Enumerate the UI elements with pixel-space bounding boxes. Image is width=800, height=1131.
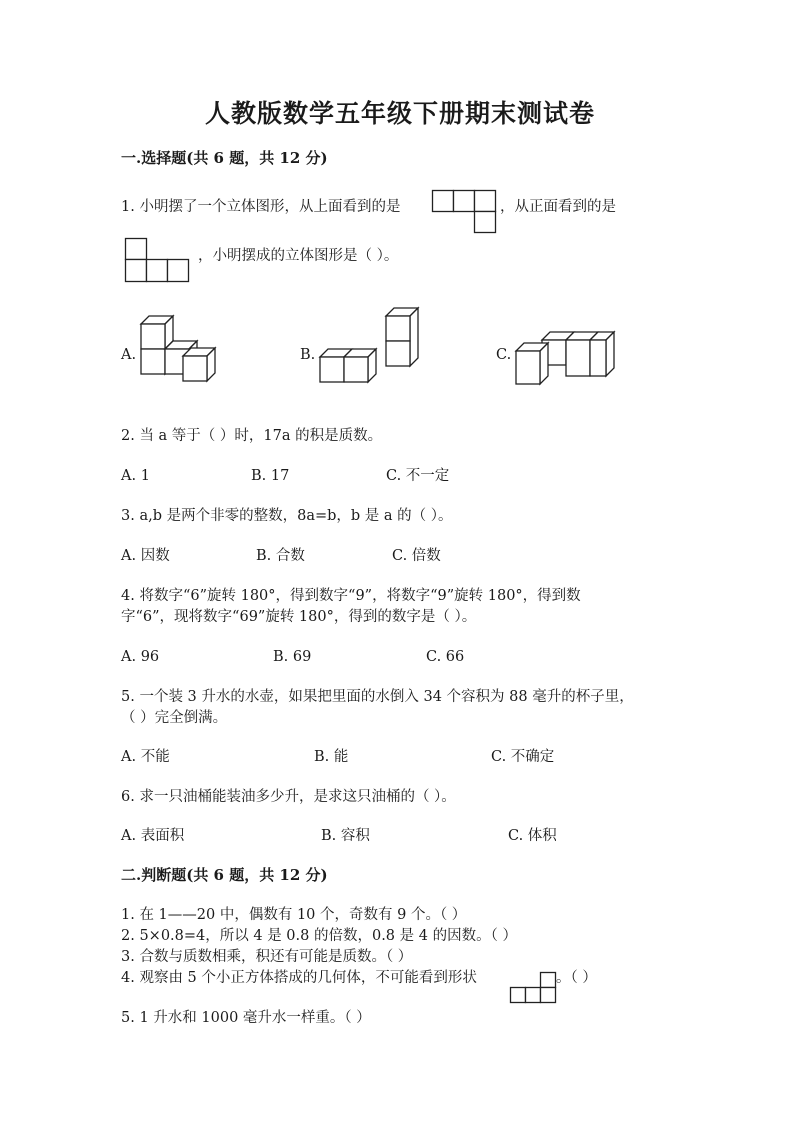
q3-text: 3. a,b 是两个非零的整数，8a=b，b 是 a 的（ ）。: [121, 508, 453, 524]
judge-item-2: 2. 5×0.8=4，所以 4 是 0.8 的倍数，0.8 是 4 的因数。（ ）: [121, 928, 517, 944]
front-view-figure: [125, 238, 191, 284]
judge-item-4-suffix: 。（ ）: [556, 970, 597, 986]
q5-option-b: B. 能: [314, 749, 349, 765]
judge-item-5: 5. 1 升水和 1000 毫升水一样重。（ ）: [121, 1010, 371, 1026]
q6-option-a: A. 表面积: [121, 828, 185, 844]
q1-option-c-solid: [514, 330, 624, 386]
q1-option-b-solid: [318, 306, 428, 386]
judge-item-4-shape-figure: [510, 972, 556, 1004]
q4-text-line2: 字“6”，现将数字“69”旋转 180°，得到的数字是（ ）。: [121, 609, 477, 625]
q3-option-c: C. 倍数: [392, 548, 441, 564]
q1-text-part3: ，小明摆成的立体图形是（ ）。: [198, 248, 399, 264]
page-title: 人教版数学五年级下册期末测试卷: [204, 99, 595, 128]
top-view-figure: [432, 190, 498, 234]
q3-option-b: B. 合数: [256, 548, 305, 564]
q1-option-a-solid: [140, 313, 230, 383]
q6-text: 6. 求一只油桶能装油多少升，是求这只油桶的（ ）。: [121, 789, 456, 805]
q5-text-line1: 5. 一个装 3 升水的水壶，如果把里面的水倒入 34 个容积为 88 毫升的杯子里，: [121, 689, 634, 705]
q1-option-c-label: C.: [496, 347, 512, 363]
q2-option-c: C. 不一定: [386, 468, 450, 484]
judge-item-4: 4. 观察由 5 个小正方体搭成的几何体，不可能看到形状: [121, 970, 477, 986]
q4-option-c: C. 66: [426, 649, 465, 665]
judge-item-3: 3. 合数与质数相乘，积还有可能是质数。（ ）: [121, 949, 413, 965]
q4-option-a: A. 96: [121, 649, 160, 665]
q1-option-b-label: B.: [300, 347, 316, 363]
q1-text-part2: ，从正面看到的是: [500, 199, 616, 215]
q4-text-line1: 4. 将数字“6”旋转 180°，得到数字“9”，将数字“9”旋转 180°，得到数: [121, 588, 581, 604]
q3-option-a: A. 因数: [121, 548, 170, 564]
q4-option-b: B. 69: [273, 649, 312, 665]
q1-option-a-label: A.: [121, 347, 137, 363]
section-header-judge: 二.判断题(共 6 题，共 12 分): [121, 866, 328, 884]
q2-option-a: A. 1: [121, 468, 150, 484]
q5-text-line2: （ ）完全倒满。: [121, 710, 228, 726]
q6-option-b: B. 容积: [321, 828, 370, 844]
q6-option-c: C. 体积: [508, 828, 557, 844]
judge-item-1: 1. 在 1——20 中，偶数有 10 个，奇数有 9 个。（ ）: [121, 907, 467, 923]
q1-text-part1: 1. 小明摆了一个立体图形，从上面看到的是: [121, 199, 401, 215]
q2-option-b: B. 17: [251, 468, 290, 484]
q5-option-c: C. 不确定: [491, 749, 555, 765]
q2-text: 2. 当 a 等于（ ）时，17a 的积是质数。: [121, 428, 383, 444]
section-header-choice: 一.选择题(共 6 题，共 12 分): [121, 149, 328, 167]
q5-option-a: A. 不能: [121, 749, 170, 765]
